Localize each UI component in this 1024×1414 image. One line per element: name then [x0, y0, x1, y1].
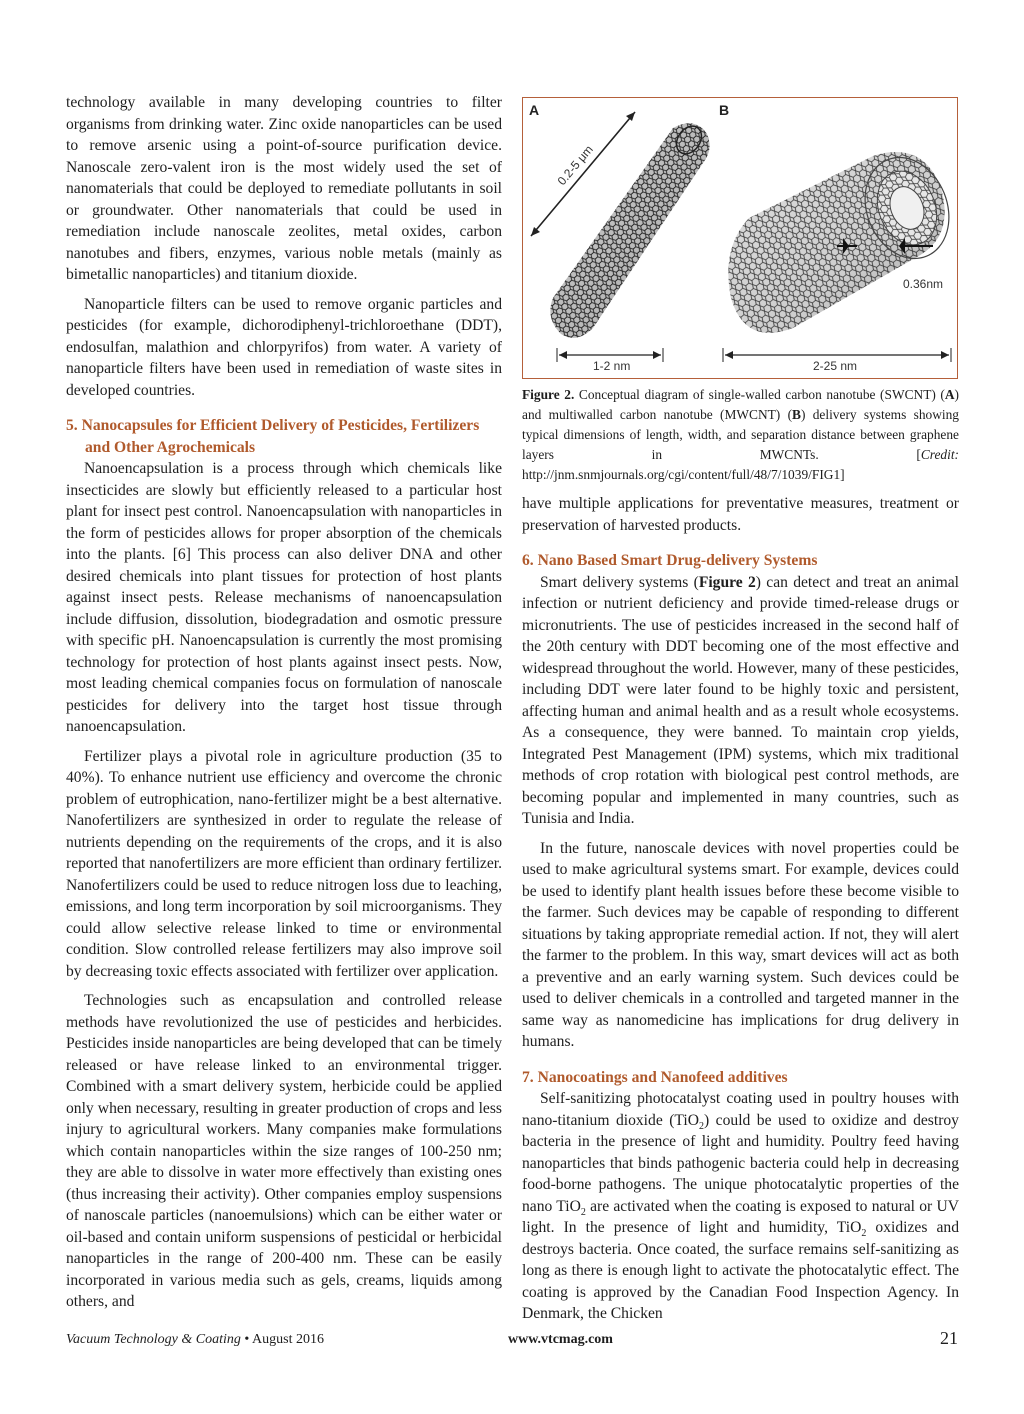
paragraph: Fertilizer plays a pivotal role in agriculture production (35 to 40%). To enhance nutrient use efficiency and overcome the chronic problem of eutrophication, nano-fertilizer might be a best alternative. Nanofertilizers are synthesized in order to regulate the release of nutrients depending on the requirements of the crops, and it is also reported that nanofertilizers are more efficient than ordinary fertilizer. Nanofertilizers could be used to reduce nitrogen loss due to leaching, emissions, and long term incorporation by soil microorganisms. They could allow selective release linked to time or environmental condition. Slow controlled release fertilizers may also improve soil by decreasing toxic effects associated with fertilizer over application.: [66, 747, 502, 980]
paragraph: have multiple applications for preventative measures, treatment or preservation of harvested products.: [522, 495, 959, 534]
paragraph: In the future, nanoscale devices with novel properties could be used to make agricultural systems smart. For example, devices could be used to identify plant health issues before these become visible to the farmer. Such devices may be capable of responding to different situations by taking appropriate remedial action. If not, they will alert the farmer to the problem. In this way, smart devices will act as both a preventive and an early warning system. Such devices could be used to deliver chemicals in a controlled and targeted manner in the same way as nanomedicine has implications for drug delivery in humans.: [522, 839, 959, 1050]
figure-caption: Figure 2. Conceptual diagram of single-walled carbon nanotube (SWCNT) (A) and multiwalled carbon nanotube (MWCNT) (B) delivery systems showing typical dimensions of length, width, and separation distance between graphene layers in MWCNTs. [Credit: http://jnm.snmjournals.org/cgi/content/full/48/7/1039/FIG1]: [522, 387, 960, 482]
page-number: 21: [940, 1328, 958, 1348]
paragraph: technology available in many developing countries to filter organisms from drinking water. Zinc oxide nanoparticles can be used to remove arsenic using a point-of-source purification device. Nanoscale zero-valent iron is the most widely used the set of nanomaterials that could be deployed to remediate pollutants in soil or groundwater. Other nanomaterials that could be used in remediation include nanoscale zeolites, metal oxides, carbon nanotubes and fibers, enzymes, various noble metals (mainly as bimetallic nanoparticles) and titanium dioxide.: [66, 94, 502, 283]
mwcnt-tube: [728, 145, 957, 333]
left-column: [66, 92, 502, 1321]
panel-a-label: A: [529, 102, 540, 118]
paragraph: Technologies such as encapsulation and controlled release methods have revolutionized the use of pesticides and herbicides. Pesticides inside nanoparticles are being developed that can be timely released or have release linked to an environmental trigger. Combined with a smart delivery system, herbicide could be applied only when necessary, resulting in greater production of crops and less injury to agricultural workers. Many companies make formulations which contain nanoparticles within the size ranges of 100-250 nm; they are able to dissolve in water more effectively than existing ones (thus increasing their activity). Other companies employ suspensions of nanoscale particles (nanoemulsions) which can be either water or oil-based and contain uniform suspensions of pesticidal or herbicidal nanoparticles in the range of 200-400 nm. These can be easily incorporated in various media such as gels, creams, liquids among others, and: [66, 992, 502, 1310]
panel-b-label: B: [719, 102, 730, 118]
figure-reference: Figure 2: [698, 573, 756, 591]
paragraph: Nanoparticle filters can be used to remove organic particles and pesticides (for example, dichorodiphenyl-trichloroethane (DDT), endosulfan, malathion and chlorpyrifos) from water. A variety of nanoparticle filters have been used in remediation of waste sites in developed countries.: [66, 295, 502, 399]
mwcnt-width-label: 2-25 nm: [813, 359, 858, 373]
page-footer: [66, 1330, 958, 1352]
section-5-heading: 5. Nanocapsules for Efficient Delivery of Pesticides, Fertilizers and Other Agrochemicals: [66, 417, 480, 456]
swcnt-tube: [550, 121, 709, 337]
footer-url[interactable]: www.vtcmag.com: [508, 1332, 613, 1347]
swcnt-width-label: 1-2 nm: [593, 359, 631, 373]
right-column: [522, 493, 959, 1333]
paragraph: Self-sanitizing photocatalyst coating used in poultry houses with nano-titanium dioxide (TiO$_2$) could be used to oxidize and destroy bacteria in the presence of light and humidity. Poultry feed having nanoparticles that binds pathogenic bacteria could help in decreasing food-borne pathogens. The unique photocatalytic properties of the nano TiO$_2$ are activated when the coating is exposed to natural or UV light. In the presence of light and humidity, TiO$_2$ oxidizes and destroys bacteria. Once coated, the surface remains self-sanitizing as long as there is enough light to activate the photocatalytic effect. The coating is approved by the Canadian Food Inspection Agency. In Denmark, the Chicken: [522, 1090, 960, 1322]
caption-label: Figure 2.: [522, 387, 575, 402]
footer-date: • August 2016: [240, 1332, 324, 1347]
figure-2-image: [522, 97, 958, 379]
section-7-heading: 7. Nanocoatings and Nanofeed additives: [522, 1068, 788, 1086]
interlayer-label: 0.36nm: [903, 277, 944, 291]
paragraph: Nanoencapsulation is a process through which chemicals like insecticides are slowly but efficiently released to a particular host plant for insect pest control. Nanoencapsulation with nanoparticles in the form of pesticides allows for proper absorption of the chemicals into the plants. [6] This process can also deliver DNA and other desired chemicals into plant tissues for protection of host plants against insect pests. Release mechanisms of nanoencapsulation include diffusion, dissolution, biodegradation and osmotic pressure with specific pH. Nanoencapsulation is currently the most promising technology for protection of host plants against insect pests. Now, most leading chemical companies focus on formulation of nanoscale pesticides for delivery into the target host tissue through nanoencapsulation.: [66, 460, 502, 735]
section-6-heading: 6. Nano Based Smart Drug-delivery Systems: [522, 552, 818, 569]
footer-publication: Vacuum Technology & Coating • August 2016: [66, 1332, 324, 1347]
length-label: 0.2-5 μm: [554, 142, 596, 188]
paragraph: Smart delivery systems (Figure 2) can detect and treat an animal infection or nutrient deficiency and provide timed-release drugs or micronutrients. The use of pesticides increased in the second half of the 20th century with DDT becoming one of the most effective and widespread throughout the world. However, many of these pesticides, including DDT were later found to be highly toxic and persistent, affecting human and animal health and as a result whole ecosystems. As a consequence, they were banned. To maintain crop yields, Integrated Pest Management (IPM) systems, which mix traditional methods of crop rotation with biological pest control methods, are becoming popular and implemented in many countries, such as Tunisia and India.: [522, 573, 959, 827]
nanotube-diagram: [523, 98, 957, 378]
